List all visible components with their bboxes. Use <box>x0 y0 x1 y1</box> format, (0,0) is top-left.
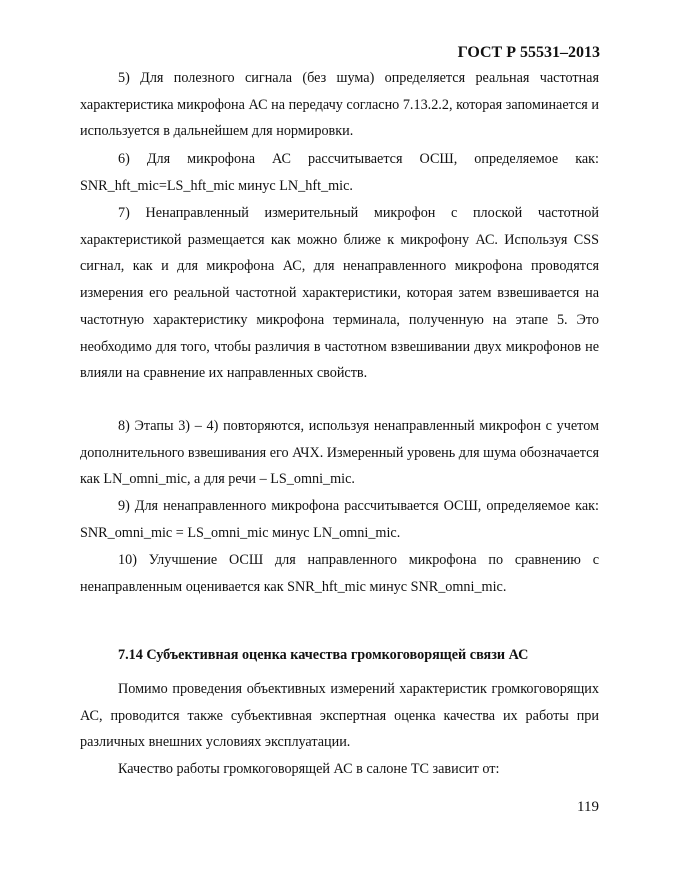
paragraph-step-9: 9) Для ненаправленного микрофона рассчитывается ОСШ, определяемое как: SNR_omni_mic = LS_omni_mic минус LN_omni_mic. <box>80 498 599 541</box>
paragraph-step-7: 7) Ненаправленный измерительный микрофон с плоской частотной характеристикой размещается как можно ближе к микрофону АС. Используя CSS сигнал, как и для микрофона АС, для ненаправленного микрофона проводятся измерения его реальной частотной характеристики, которая затем взвешивается на частотную характеристику микрофона терминала, полученную на этапе 5. Это необходимо для того, чтобы различия в частотном взвешивании двух микрофонов не влияли на сравнение их направленных свойств. <box>80 205 599 382</box>
paragraph-step-10: 10) Улучшение ОСШ для направленного микрофона по сравнению с ненаправленным оценивается как SNR_hft_mic минус SNR_omni_mic. <box>80 552 599 595</box>
section-paragraph-quality: Качество работы громкоговорящей АС в салоне ТС зависит от: <box>118 761 500 777</box>
section-heading: 7.14 Субъективная оценка качества громкоговорящей связи АС <box>118 647 529 663</box>
paragraph-step-5: 5) Для полезного сигнала (без шума) определяется реальная частотная характеристика микрофона АС на передачу согласно 7.13.2.2, которая запоминается и используется в дальнейшем для нормировки. <box>80 70 599 140</box>
paragraph-step-6: 6) Для микрофона АС рассчитывается ОСШ, определяемое как: SNR_hft_mic=LS_hft_mic минус LN_hft_mic. <box>80 151 599 194</box>
paragraph-step-8: 8) Этапы 3) – 4) повторяются, используя ненаправленный микрофон с учетом дополнительного взвешивания его АЧХ. Измеренный уровень для шума обозначается как LN_omni_mic, а для речи – LS_omni_mic. <box>80 418 599 488</box>
page-number: 119 <box>577 799 599 815</box>
document-standard-header: ГОСТ Р 55531–2013 <box>457 44 600 61</box>
section-paragraph-intro: Помимо проведения объективных измерений характеристик громкоговорящих АС, проводится также субъективная экспертная оценка качества их работы при различных внешних условиях эксплуатации. <box>80 681 599 751</box>
